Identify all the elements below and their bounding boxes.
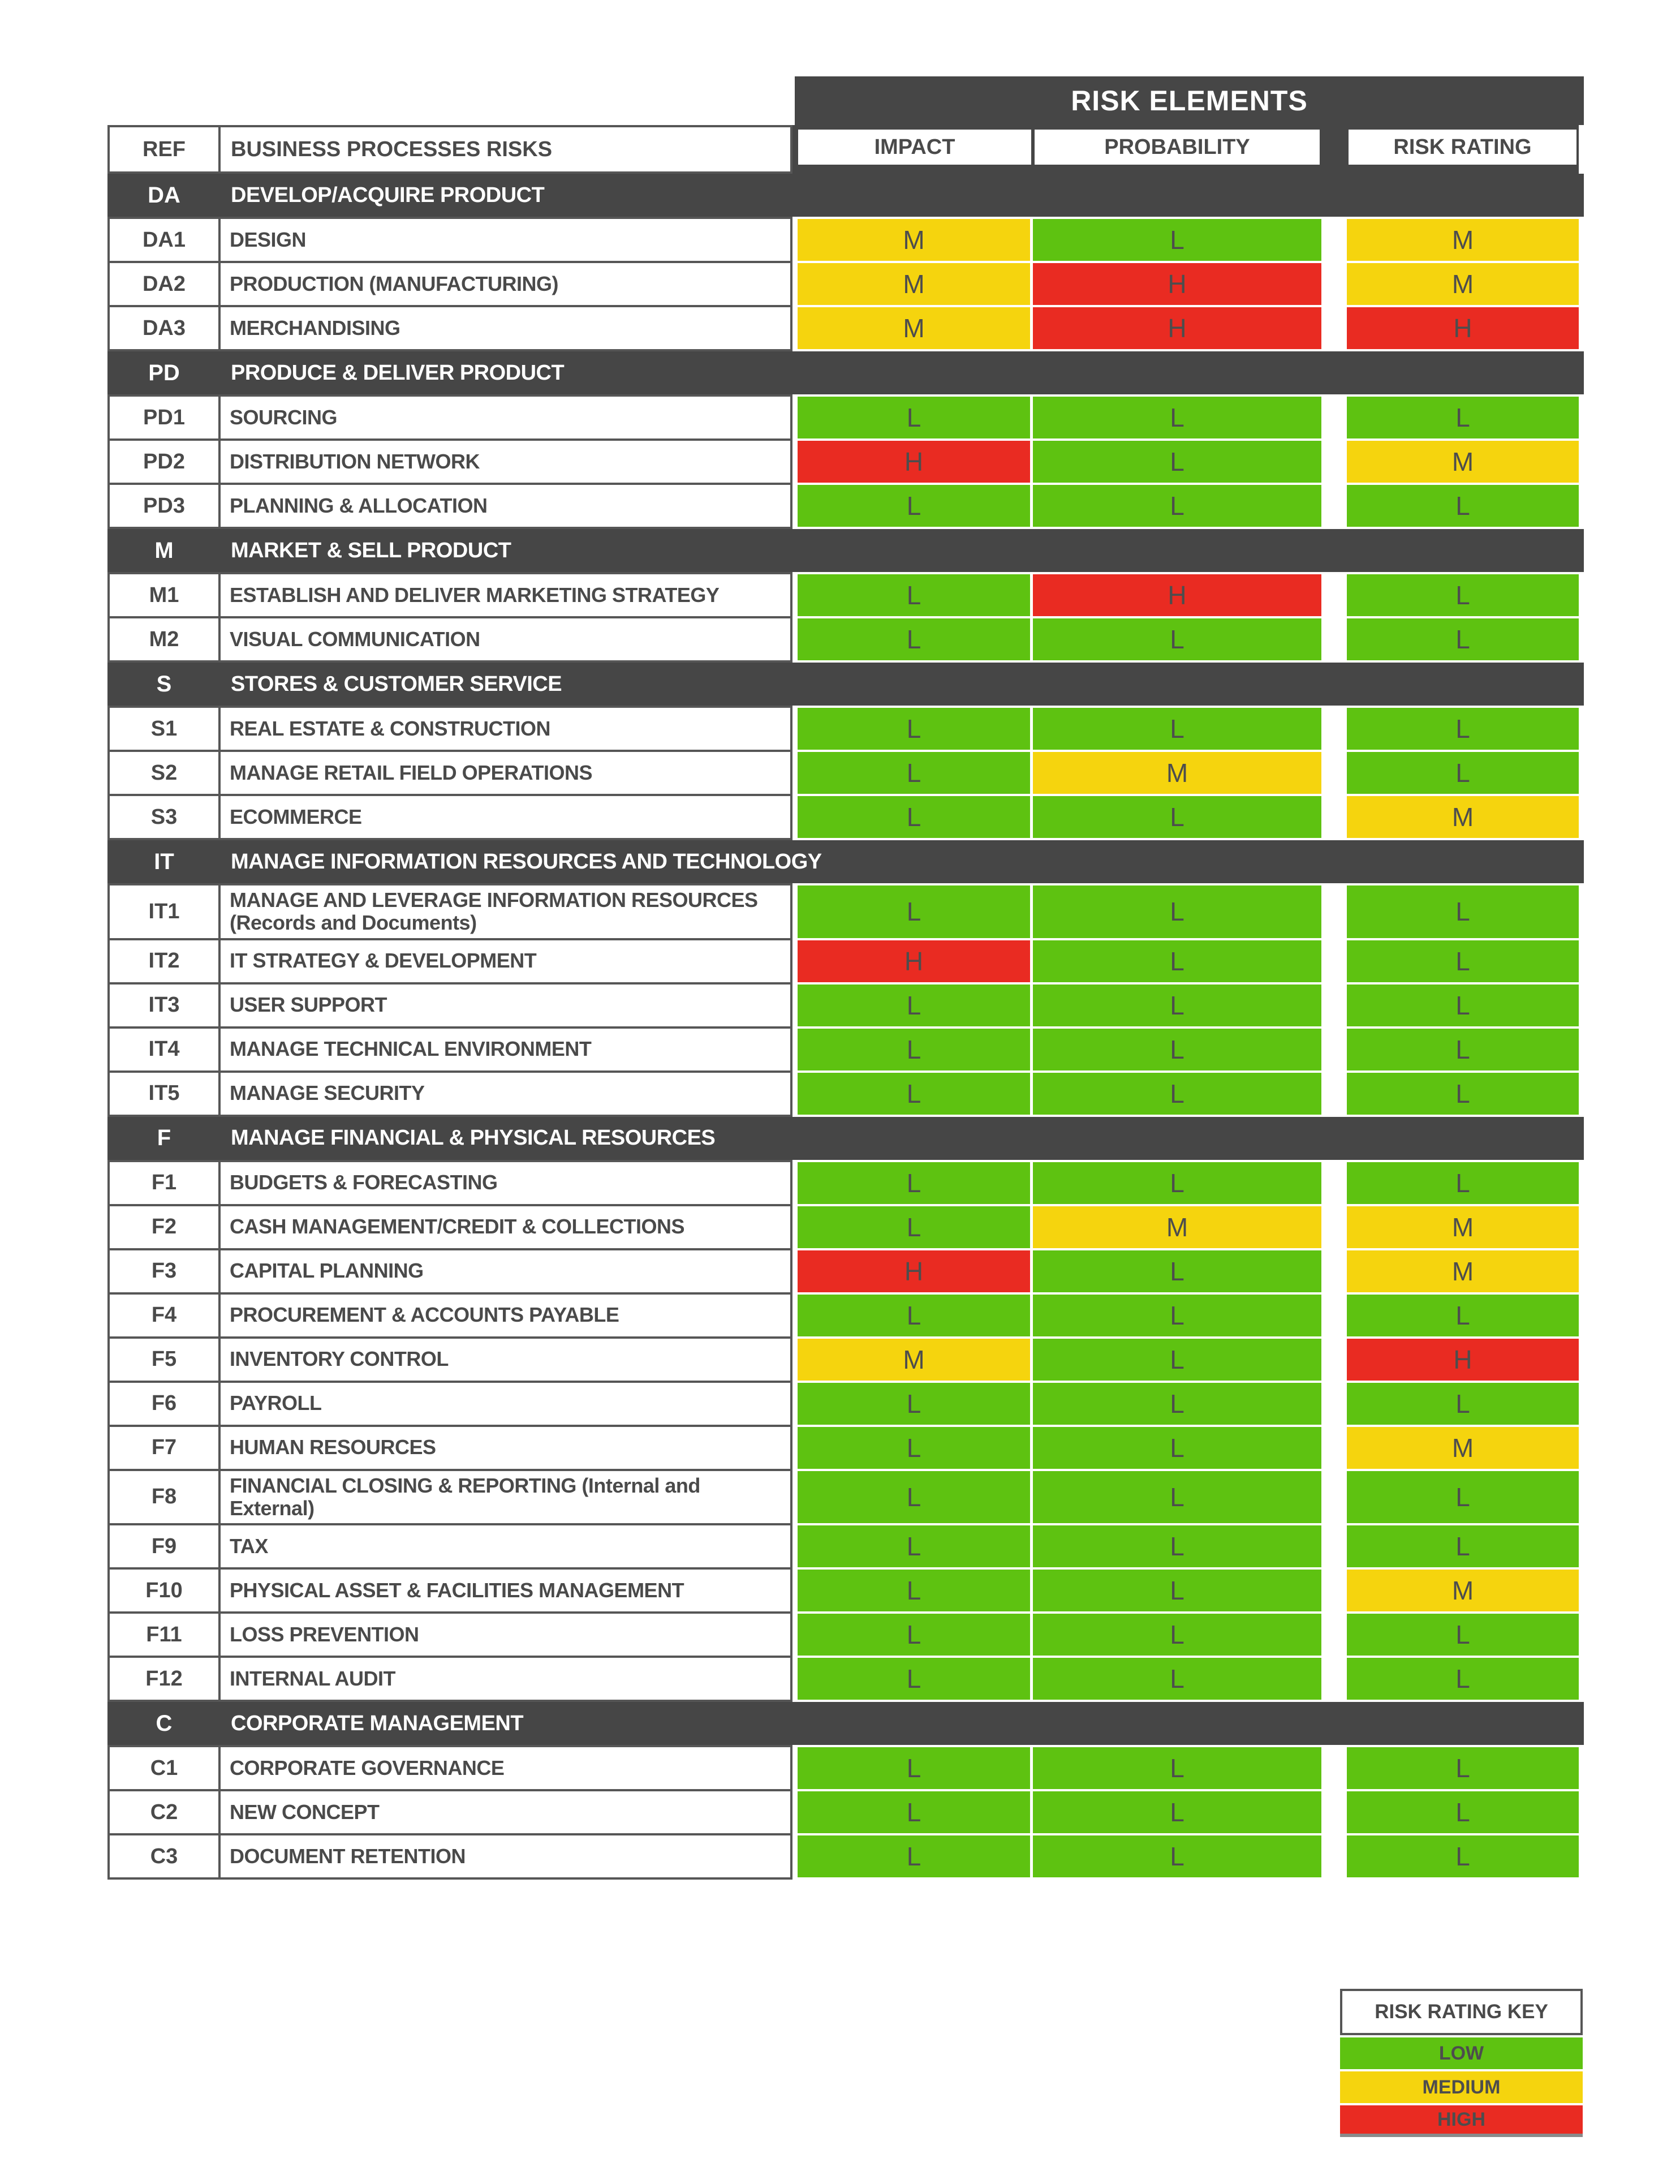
rating-cell: L bbox=[1347, 883, 1579, 940]
gutter-cell bbox=[1321, 261, 1347, 307]
rating-cell: L bbox=[1347, 1523, 1579, 1570]
probability-cell: L bbox=[1033, 1160, 1321, 1206]
rating-cell: M bbox=[1347, 794, 1579, 840]
table-row bbox=[107, 261, 1584, 307]
ref-cell: M1 bbox=[107, 572, 221, 618]
col-header-impact: IMPACT bbox=[798, 130, 1031, 165]
impact-cell: L bbox=[792, 1204, 1033, 1250]
impact-cell: L bbox=[792, 794, 1033, 840]
gutter-cell bbox=[1321, 1026, 1347, 1073]
table-row bbox=[107, 305, 1584, 351]
rating-cell: L bbox=[1347, 1745, 1579, 1791]
risk-label-cell: CASH MANAGEMENT/CREDIT & COLLECTIONS bbox=[218, 1204, 792, 1250]
risk-label-cell: BUDGETS & FORECASTING bbox=[218, 1160, 792, 1206]
col-header-probability: PROBABILITY bbox=[1035, 130, 1320, 165]
probability-cell: H bbox=[1033, 572, 1321, 618]
rating-cell: L bbox=[1347, 616, 1579, 663]
col-header-impact-wrap bbox=[792, 125, 1033, 174]
risk-label-cell: MANAGE RETAIL FIELD OPERATIONS bbox=[218, 750, 792, 796]
table-row bbox=[107, 1336, 1584, 1383]
risk-label-cell: HUMAN RESOURCES bbox=[218, 1425, 792, 1471]
impact-cell: L bbox=[792, 483, 1033, 529]
section-ref: IT bbox=[154, 849, 174, 874]
rating-cell: L bbox=[1347, 1789, 1579, 1835]
section-title: MANAGE FINANCIAL & PHYSICAL RESOURCES bbox=[231, 1126, 716, 1150]
impact-cell: H bbox=[792, 938, 1033, 984]
impact-cell: L bbox=[792, 1523, 1033, 1570]
risk-label-cell: PROCUREMENT & ACCOUNTS PAYABLE bbox=[218, 1292, 792, 1339]
gutter-cell bbox=[1321, 883, 1347, 940]
risk-label-cell: MANAGE SECURITY bbox=[218, 1070, 792, 1117]
section-header-row bbox=[107, 529, 1584, 572]
gutter-cell bbox=[1321, 394, 1347, 441]
table-row bbox=[107, 1656, 1584, 1702]
table-row bbox=[107, 1789, 1584, 1835]
gutter-cell bbox=[1321, 1160, 1347, 1206]
section-header-row bbox=[107, 1702, 1584, 1745]
table-row bbox=[107, 1070, 1584, 1117]
probability-cell: L bbox=[1033, 1425, 1321, 1471]
probability-cell: L bbox=[1033, 1789, 1321, 1835]
ref-cell: F5 bbox=[107, 1336, 221, 1383]
section-title: MARKET & SELL PRODUCT bbox=[231, 538, 511, 562]
ref-cell: F7 bbox=[107, 1425, 221, 1471]
rating-cell: L bbox=[1347, 1611, 1579, 1658]
gutter-cell bbox=[1321, 1381, 1347, 1427]
impact-cell: L bbox=[792, 1469, 1033, 1526]
ref-cell: C3 bbox=[107, 1833, 221, 1880]
table-row bbox=[107, 1523, 1584, 1570]
key-item-low: LOW bbox=[1340, 2037, 1583, 2069]
table-row bbox=[107, 706, 1584, 752]
risk-label-cell: MANAGE TECHNICAL ENVIRONMENT bbox=[218, 1026, 792, 1073]
table-row bbox=[107, 217, 1584, 263]
ref-cell: IT5 bbox=[107, 1070, 221, 1117]
gutter-cell bbox=[1321, 217, 1347, 263]
risk-label-cell: USER SUPPORT bbox=[218, 982, 792, 1029]
ref-cell: PD3 bbox=[107, 483, 221, 529]
risk-label-cell: ESTABLISH AND DELIVER MARKETING STRATEGY bbox=[218, 572, 792, 618]
gutter-cell bbox=[1321, 438, 1347, 485]
rating-cell: L bbox=[1347, 483, 1579, 529]
probability-cell: M bbox=[1033, 750, 1321, 796]
table-row bbox=[107, 483, 1584, 529]
impact-cell: L bbox=[792, 616, 1033, 663]
probability-cell: H bbox=[1033, 261, 1321, 307]
table-row bbox=[107, 1292, 1584, 1339]
ref-cell: DA3 bbox=[107, 305, 221, 351]
col-header-rating-wrap bbox=[1347, 125, 1579, 174]
impact-cell: L bbox=[792, 1425, 1033, 1471]
ref-cell: F9 bbox=[107, 1523, 221, 1570]
ref-cell: F3 bbox=[107, 1248, 221, 1295]
gutter-cell bbox=[1321, 982, 1347, 1029]
impact-cell: M bbox=[792, 217, 1033, 263]
rating-cell: M bbox=[1347, 217, 1579, 263]
risk-elements-row bbox=[107, 76, 1584, 125]
rating-cell: L bbox=[1347, 572, 1579, 618]
rating-cell: L bbox=[1347, 1292, 1579, 1339]
impact-cell: L bbox=[792, 883, 1033, 940]
gutter-cell bbox=[1321, 483, 1347, 529]
probability-cell: M bbox=[1033, 1204, 1321, 1250]
gutter-cell bbox=[1321, 1656, 1347, 1702]
probability-cell: H bbox=[1033, 305, 1321, 351]
risk-label-cell: PRODUCTION (MANUFACTURING) bbox=[218, 261, 792, 307]
ref-cell: F2 bbox=[107, 1204, 221, 1250]
table-row bbox=[107, 938, 1584, 984]
rating-cell: L bbox=[1347, 1833, 1579, 1880]
probability-cell: L bbox=[1033, 1469, 1321, 1526]
impact-cell: L bbox=[792, 394, 1033, 441]
col-header-probability-wrap bbox=[1033, 125, 1321, 174]
ref-cell: PD2 bbox=[107, 438, 221, 485]
risk-label-cell: CORPORATE GOVERNANCE bbox=[218, 1745, 792, 1791]
ref-cell: F10 bbox=[107, 1567, 221, 1614]
impact-cell: L bbox=[792, 1611, 1033, 1658]
table-row bbox=[107, 1745, 1584, 1791]
probability-cell: L bbox=[1033, 1523, 1321, 1570]
gutter-cell bbox=[1321, 305, 1347, 351]
gutter-cell bbox=[1321, 750, 1347, 796]
probability-cell: L bbox=[1033, 1248, 1321, 1295]
col-header-gutter bbox=[1321, 125, 1347, 174]
table-row bbox=[107, 794, 1584, 840]
probability-cell: L bbox=[1033, 1833, 1321, 1880]
probability-cell: L bbox=[1033, 883, 1321, 940]
impact-cell: L bbox=[792, 1160, 1033, 1206]
risk-label-cell: FINANCIAL CLOSING & REPORTING (Internal and External) bbox=[218, 1469, 792, 1526]
table-row bbox=[107, 1204, 1584, 1250]
impact-cell: L bbox=[792, 1789, 1033, 1835]
impact-cell: L bbox=[792, 1745, 1033, 1791]
risk-rating-key-title: RISK RATING KEY bbox=[1340, 1989, 1583, 2035]
gutter-cell bbox=[1321, 1523, 1347, 1570]
rating-cell: L bbox=[1347, 1381, 1579, 1427]
table-row bbox=[107, 883, 1584, 940]
ref-cell: F11 bbox=[107, 1611, 221, 1658]
probability-cell: L bbox=[1033, 1656, 1321, 1702]
ref-cell: IT3 bbox=[107, 982, 221, 1029]
risk-label-cell: DESIGN bbox=[218, 217, 792, 263]
probability-cell: L bbox=[1033, 1381, 1321, 1427]
ref-cell: F12 bbox=[107, 1656, 221, 1702]
gutter-cell bbox=[1321, 1567, 1347, 1614]
impact-cell: L bbox=[792, 1567, 1033, 1614]
ref-cell: S1 bbox=[107, 706, 221, 752]
rating-cell: L bbox=[1347, 750, 1579, 796]
section-ref: PD bbox=[148, 360, 180, 385]
probability-cell: L bbox=[1033, 217, 1321, 263]
impact-cell: L bbox=[792, 706, 1033, 752]
probability-cell: L bbox=[1033, 1070, 1321, 1117]
probability-cell: L bbox=[1033, 483, 1321, 529]
gutter-cell bbox=[1321, 1292, 1347, 1339]
risk-label-cell: ECOMMERCE bbox=[218, 794, 792, 840]
probability-cell: L bbox=[1033, 1611, 1321, 1658]
probability-cell: L bbox=[1033, 938, 1321, 984]
gutter-cell bbox=[1321, 1469, 1347, 1526]
risk-label-cell: PAYROLL bbox=[218, 1381, 792, 1427]
ref-cell: F6 bbox=[107, 1381, 221, 1427]
rating-cell: M bbox=[1347, 1248, 1579, 1295]
impact-cell: M bbox=[792, 1336, 1033, 1383]
probability-cell: L bbox=[1033, 1336, 1321, 1383]
gutter-cell bbox=[1321, 1789, 1347, 1835]
key-item-medium: MEDIUM bbox=[1340, 2071, 1583, 2103]
section-ref: DA bbox=[148, 182, 180, 208]
risk-matrix-table bbox=[107, 76, 1584, 1880]
rating-cell: L bbox=[1347, 1469, 1579, 1526]
ref-cell: S2 bbox=[107, 750, 221, 796]
rating-cell: M bbox=[1347, 261, 1579, 307]
ref-cell: S3 bbox=[107, 794, 221, 840]
table-row bbox=[107, 1425, 1584, 1471]
col-header-rating: RISK RATING bbox=[1349, 130, 1576, 165]
table-row bbox=[107, 572, 1584, 618]
rating-cell: H bbox=[1347, 1336, 1579, 1383]
risk-label-cell: PLANNING & ALLOCATION bbox=[218, 483, 792, 529]
section-title: PRODUCE & DELIVER PRODUCT bbox=[231, 360, 565, 385]
table-row bbox=[107, 1026, 1584, 1073]
probability-cell: L bbox=[1033, 982, 1321, 1029]
ref-cell: F1 bbox=[107, 1160, 221, 1206]
section-header-row bbox=[107, 174, 1584, 217]
ref-cell: DA2 bbox=[107, 261, 221, 307]
impact-cell: L bbox=[792, 1833, 1033, 1880]
table-body bbox=[107, 174, 1584, 1880]
rating-cell: M bbox=[1347, 1567, 1579, 1614]
risk-rating-key bbox=[1340, 1989, 1583, 2137]
impact-cell: L bbox=[792, 1656, 1033, 1702]
probability-cell: L bbox=[1033, 794, 1321, 840]
impact-cell: H bbox=[792, 1248, 1033, 1295]
gutter-cell bbox=[1321, 794, 1347, 840]
ref-cell: IT4 bbox=[107, 1026, 221, 1073]
table-row bbox=[107, 1611, 1584, 1658]
gutter-cell bbox=[1321, 1745, 1347, 1791]
section-ref: F bbox=[157, 1125, 171, 1151]
impact-cell: L bbox=[792, 1292, 1033, 1339]
risk-label-cell: SOURCING bbox=[218, 394, 792, 441]
table-row bbox=[107, 438, 1584, 485]
risk-label-cell: CAPITAL PLANNING bbox=[218, 1248, 792, 1295]
rating-cell: L bbox=[1347, 938, 1579, 984]
probability-cell: L bbox=[1033, 1292, 1321, 1339]
impact-cell: M bbox=[792, 261, 1033, 307]
ref-cell: PD1 bbox=[107, 394, 221, 441]
risk-label-cell: DOCUMENT RETENTION bbox=[218, 1833, 792, 1880]
probability-cell: L bbox=[1033, 616, 1321, 663]
col-header-business: BUSINESS PROCESSES RISKS bbox=[218, 125, 792, 174]
rating-cell: M bbox=[1347, 1425, 1579, 1471]
risk-label-cell: INTERNAL AUDIT bbox=[218, 1656, 792, 1702]
impact-cell: H bbox=[792, 438, 1033, 485]
rating-cell: H bbox=[1347, 305, 1579, 351]
risk-label-cell: REAL ESTATE & CONSTRUCTION bbox=[218, 706, 792, 752]
rating-cell: L bbox=[1347, 394, 1579, 441]
table-row bbox=[107, 750, 1584, 796]
risk-label-cell: VISUAL COMMUNICATION bbox=[218, 616, 792, 663]
risk-elements-header: RISK ELEMENTS bbox=[795, 76, 1584, 125]
rating-cell: L bbox=[1347, 1070, 1579, 1117]
ref-cell: IT2 bbox=[107, 938, 221, 984]
section-header-row bbox=[107, 351, 1584, 394]
table-row bbox=[107, 1469, 1584, 1526]
table-row bbox=[107, 1381, 1584, 1427]
impact-cell: M bbox=[792, 305, 1033, 351]
gutter-cell bbox=[1321, 1425, 1347, 1471]
top-left-spacer bbox=[107, 76, 795, 125]
table-row bbox=[107, 394, 1584, 441]
ref-cell: IT1 bbox=[107, 883, 221, 940]
risk-label-cell: LOSS PREVENTION bbox=[218, 1611, 792, 1658]
risk-label-cell: TAX bbox=[218, 1523, 792, 1570]
table-row bbox=[107, 1567, 1584, 1614]
impact-cell: L bbox=[792, 982, 1033, 1029]
gutter-cell bbox=[1321, 938, 1347, 984]
gutter-cell bbox=[1321, 1248, 1347, 1295]
section-ref: M bbox=[154, 538, 174, 563]
rating-cell: L bbox=[1347, 982, 1579, 1029]
probability-cell: L bbox=[1033, 1567, 1321, 1614]
gutter-cell bbox=[1321, 1611, 1347, 1658]
risk-label-cell: NEW CONCEPT bbox=[218, 1789, 792, 1835]
column-header-row bbox=[107, 125, 1584, 174]
probability-cell: L bbox=[1033, 1026, 1321, 1073]
section-ref: S bbox=[156, 671, 172, 697]
gutter-cell bbox=[1321, 572, 1347, 618]
rating-cell: M bbox=[1347, 438, 1579, 485]
risk-label-cell: IT STRATEGY & DEVELOPMENT bbox=[218, 938, 792, 984]
table-row bbox=[107, 982, 1584, 1029]
ref-cell: C1 bbox=[107, 1745, 221, 1791]
section-header-row bbox=[107, 840, 1584, 883]
section-header-row bbox=[107, 663, 1584, 706]
gutter-cell bbox=[1321, 1070, 1347, 1117]
ref-cell: F4 bbox=[107, 1292, 221, 1339]
rating-cell: L bbox=[1347, 1656, 1579, 1702]
risk-label-cell: MANAGE AND LEVERAGE INFORMATION RESOURCES (Records and Documents) bbox=[218, 883, 792, 940]
section-title: CORPORATE MANAGEMENT bbox=[231, 1711, 524, 1735]
section-header-row bbox=[107, 1117, 1584, 1160]
rating-cell: M bbox=[1347, 1204, 1579, 1250]
probability-cell: L bbox=[1033, 706, 1321, 752]
impact-cell: L bbox=[792, 572, 1033, 618]
rating-cell: L bbox=[1347, 706, 1579, 752]
table-row bbox=[107, 616, 1584, 663]
section-title: MANAGE INFORMATION RESOURCES AND TECHNOLOGY bbox=[231, 849, 822, 874]
ref-cell: DA1 bbox=[107, 217, 221, 263]
risk-label-cell: INVENTORY CONTROL bbox=[218, 1336, 792, 1383]
gutter-cell bbox=[1321, 706, 1347, 752]
key-item-high: HIGH bbox=[1340, 2105, 1583, 2137]
rating-cell: L bbox=[1347, 1160, 1579, 1206]
gutter-cell bbox=[1321, 1204, 1347, 1250]
ref-cell: M2 bbox=[107, 616, 221, 663]
probability-cell: L bbox=[1033, 394, 1321, 441]
ref-cell: F8 bbox=[107, 1469, 221, 1526]
ref-cell: C2 bbox=[107, 1789, 221, 1835]
probability-cell: L bbox=[1033, 438, 1321, 485]
impact-cell: L bbox=[792, 1381, 1033, 1427]
risk-label-cell: PHYSICAL ASSET & FACILITIES MANAGEMENT bbox=[218, 1567, 792, 1614]
gutter-cell bbox=[1321, 1833, 1347, 1880]
impact-cell: L bbox=[792, 1070, 1033, 1117]
table-row bbox=[107, 1160, 1584, 1206]
section-title: STORES & CUSTOMER SERVICE bbox=[231, 672, 562, 696]
gutter-cell bbox=[1321, 616, 1347, 663]
section-ref: C bbox=[156, 1710, 173, 1736]
gutter-cell bbox=[1321, 1336, 1347, 1383]
rating-cell: L bbox=[1347, 1026, 1579, 1073]
risk-label-cell: MERCHANDISING bbox=[218, 305, 792, 351]
section-title: DEVELOP/ACQUIRE PRODUCT bbox=[231, 183, 545, 207]
col-header-ref: REF bbox=[107, 125, 221, 174]
risk-label-cell: DISTRIBUTION NETWORK bbox=[218, 438, 792, 485]
probability-cell: L bbox=[1033, 1745, 1321, 1791]
table-row bbox=[107, 1833, 1584, 1880]
impact-cell: L bbox=[792, 750, 1033, 796]
table-row bbox=[107, 1248, 1584, 1295]
impact-cell: L bbox=[792, 1026, 1033, 1073]
